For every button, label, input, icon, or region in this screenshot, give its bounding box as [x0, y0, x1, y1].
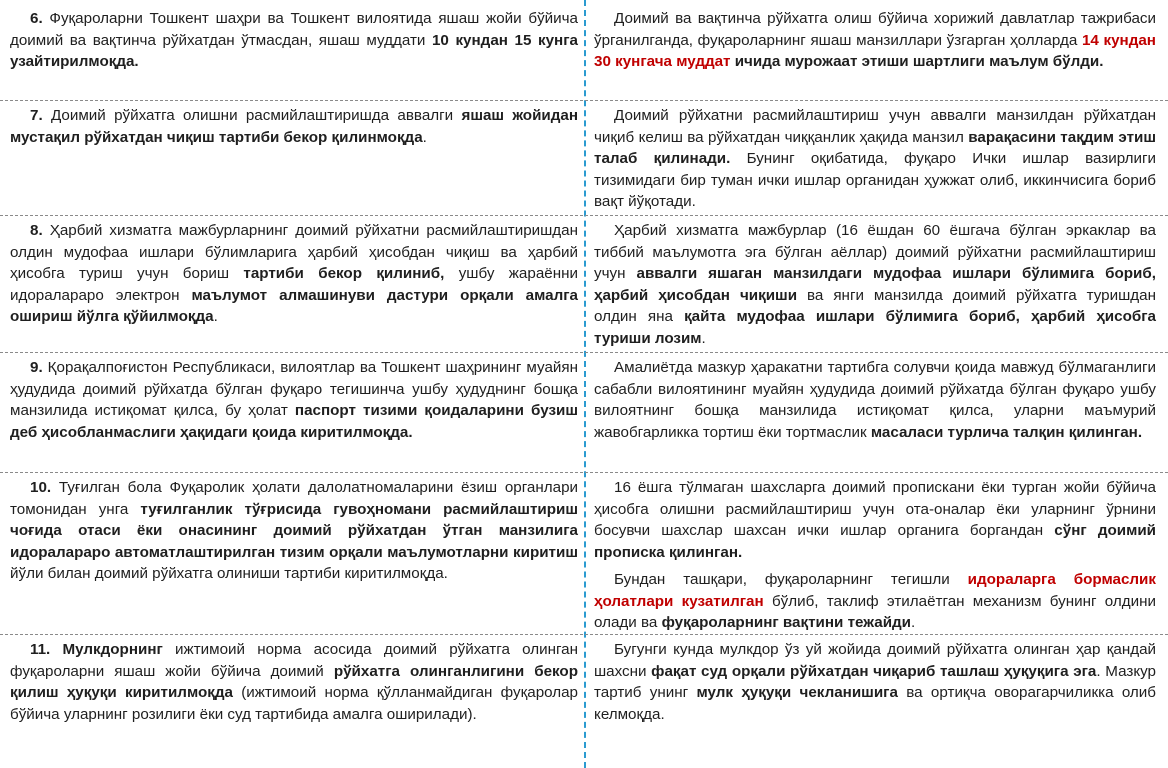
proposal-text: 11. Мулкдорнинг ижтимоий норма асосида доимий рўйхатга олинган фуқароларни яшаш жойи бўйича доимий рўйхатга олинганлигини бекор қилиш ҳуқуқи киритилмоқда (ижтимоий норма қўлланмайдиган фуқаролар бўйича уларнинг розилиги ёки суд тартибида амалга оширилади). — [10, 641, 579, 723]
justification-text: Амалиётда мазкур ҳаракатни тартибга солувчи қоида мавжуд бўлмаганлиги сабабли вилоятининг муайян ҳудудида доимий рўйхатда бўлган фуқаро ушбу вилоятнинг бошқа манзилида истиқомат қилса, уларни маъмурий жавобгарликка тортиш ёки тортмаслик масаласи турлича талқин қилинган. — [594, 359, 1156, 441]
proposal-text: 9. Қорақалпоғистон Республикаси, вилоятлар ва Тошкент шаҳрининг муайян ҳудудида доимий рўйхатда бўлган фуқаро тегишинча ушбу ҳудуднинг бошқа манзилида истиқомат қилса, бу ҳолат паспорт тизими қоидаларини бузиш деб ҳисобланмаслиги ҳақидаги қоида киритилмоқда. — [10, 359, 578, 441]
proposal-cell — [10, 639, 578, 725]
proposal-text: 7. Доимий рўйхатга олишни расмийлаштиришда аввалги яшаш жойидан мустақил рўйхатдан чиқиш тартиби бекор қилинмоқда. — [10, 107, 578, 146]
justification-text: Бугунги кунда мулкдор ўз уй жойида доимий рўйхатга олинган ҳар қандай шахсни фақат суд орқали рўйхатдан чиқариб ташлаш ҳуқуқига эга. Мазкур тартиб унинг мулк ҳуқуқи чекланишига ва ортиқча оворагарчиликка олиб келмоқда. — [594, 641, 1156, 723]
proposal-cell — [10, 105, 578, 148]
table-row — [0, 352, 1168, 473]
justification-text: 16 ёшга тўлмаган шахсларга доимий пропискани ёки турган жойи бўйича ҳисобга олишни расмийлаштириш учун ота-оналар ёки уларнинг ўрнини босувчи шахслар шахсан ички ишлар органига боргандан сўнг доимий прописка қилинган. — [594, 479, 1156, 561]
justification-cell — [594, 357, 1156, 443]
table-row — [0, 100, 1168, 216]
justification-cell — [594, 477, 1156, 634]
table-row — [0, 215, 1168, 353]
proposal-cell — [10, 477, 578, 585]
proposal-text: 6. Фуқароларни Тошкент шаҳри ва Тошкент вилоятида яшаш жойи бўйича доимий ва вақтинча рўйхатдан ўтмасдан, яшаш муддати 10 кундан 15 кунга узайтирилмоқда. — [10, 10, 578, 70]
justification-text: Доимий ва вақтинча рўйхатга олиш бўйича хорижий давлатлар тажрибаси ўрганилганда, фуқароларнинг яшаш манзиллари ўзгарган ҳолларда 14 кундан 30 кунгача муддат ичида мурожаат этиши шартлиги маълум бўлди. — [594, 10, 1156, 70]
proposal-cell — [10, 220, 578, 328]
proposal-text: 8. Ҳарбий хизматга мажбурларнинг доимий рўйхатни расмийлаштиришдан олдин мудофаа ишлари бўлимларига ҳарбий ҳисобдан чиқиш ва ҳарбий ҳисобга туриш учун бориш тартиби бекор қилиниб, ушбу жараённи идоралараро электрон маълумот алмашинуви дастури орқали амалга ошириш йўлга қўйилмоқда. — [10, 222, 578, 325]
proposal-text: 10. Туғилган бола Фуқаролик ҳолати далолатномаларини ёзиш органлари томонидан унга туғилганлик тўғрисида гувоҳномани расмийлаштириш чоғида отаси ёки онасининг доимий рўйхатдан ўтган манзилига идоралараро автоматлаштирилган тизим орқали маълумотларни киритиш йўли билан доимий рўйхатга олиниши тартиби киритилмоқда. — [10, 479, 578, 582]
justification-cell — [594, 639, 1156, 725]
justification-cell — [594, 220, 1156, 349]
justification-text: Бундан ташқари, фуқароларнинг тегишли идораларга бормаслик ҳолатлари кузатилган бўлиб, таклиф этилаётган механизм бунинг олдини олади ва фуқароларнинг вақтини тежайди. — [594, 571, 1156, 631]
proposal-cell — [10, 357, 578, 443]
justification-text: Доимий рўйхатни расмийлаштириш учун аввалги манзилдан рўйхатдан чиқиб келиш ва рўйхатдан чиққанлик ҳақида манзил варақасини тақдим этиш талаб қилинади. Бунинг оқибатида, фуқаро Ички ишлар вазирлиги тизимидаги бир туман ички ишлар органидан ҳужжат олиб, иккинчисига бориб вақт йўқотади. — [594, 107, 1157, 210]
table-row — [0, 634, 1168, 768]
justification-cell — [594, 8, 1156, 73]
table-row — [0, 0, 1168, 101]
table-row — [0, 472, 1168, 635]
justification-cell — [594, 105, 1156, 213]
proposal-cell — [10, 8, 578, 73]
justification-text: Ҳарбий хизматга мажбурлар (16 ёшдан 60 ёшгача бўлган эркаклар ва тиббий маълумотга эга бўлган аёллар) доимий рўйхатни расмийлаштириш учун аввалги яшаган манзилдаги мудофаа ишлари бўлимига бориб, ҳарбий ҳисобдан чиқиши ва янги манзилда доимий рўйхатга туришдан олдин яна қайта мудофаа ишлари бўлимига бориб, ҳарбий ҳисобга туриши лозим. — [594, 222, 1156, 347]
